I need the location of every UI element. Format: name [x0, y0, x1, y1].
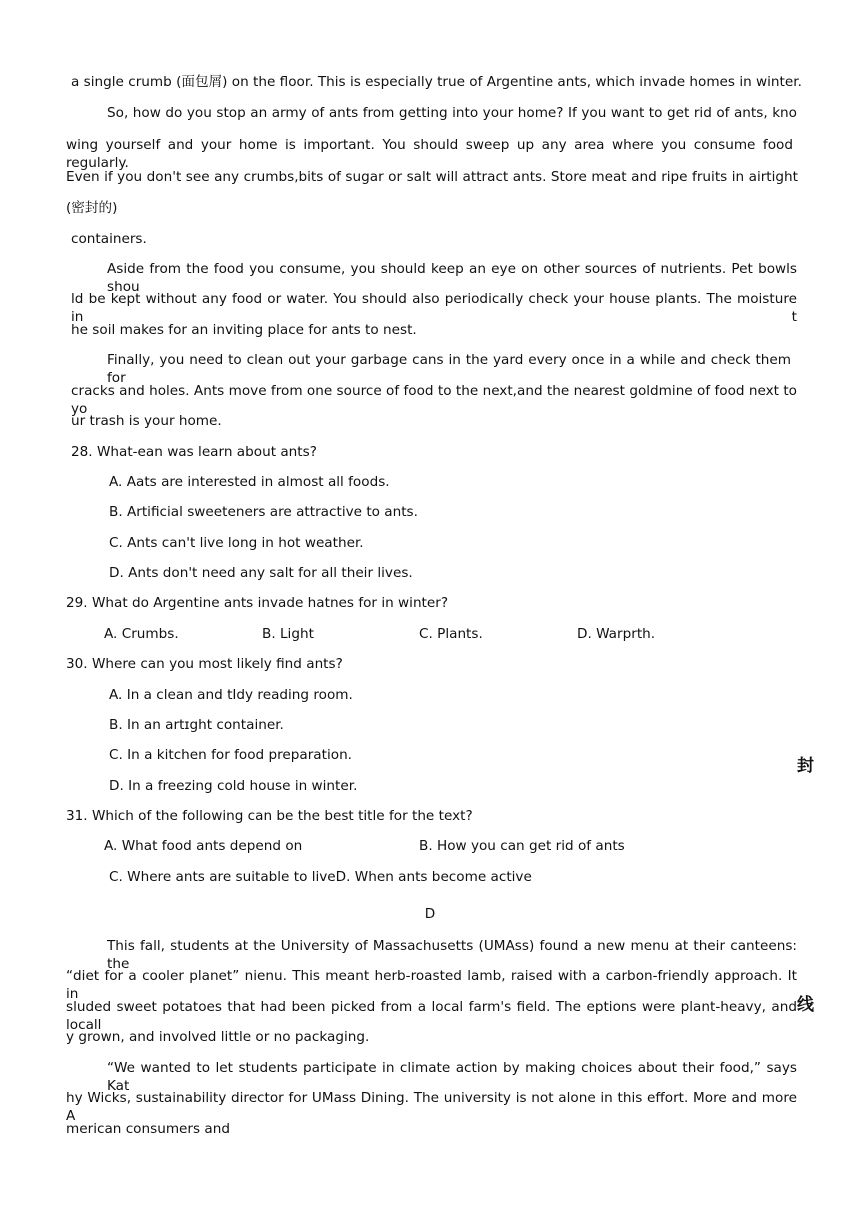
passage-line: “diet for a cooler planet” nienu. This meant herb-roasted lamb, raised with a carbon-friendly approach. It in: [66, 968, 797, 1002]
passage-line: (密封的): [66, 200, 118, 216]
option-28-a: A. Aats are interested in almost all foods.: [109, 474, 390, 490]
option-28-c: C. Ants can't live long in hot weather.: [109, 535, 364, 551]
option-28-b: B. Artificial sweeteners are attractive to ants.: [109, 504, 418, 520]
option-31-cd: C. Where ants are suitable to liveD. When ants become active: [109, 869, 532, 885]
passage-line: “We wanted to let students participate in climate action by making choices about their food,” says Kat: [107, 1060, 797, 1094]
passage-line: ur trash is your home.: [71, 413, 222, 429]
passage-line: y grown, and involved little or no packaging.: [66, 1029, 370, 1045]
passage-line: sluded sweet potatoes that had been picked from a local farm's field. The eptions were plant-heavy, and locall: [66, 999, 797, 1033]
passage-line: he soil makes for an inviting place for ants to nest.: [71, 322, 417, 338]
option-29-d: D. Warprth.: [577, 626, 656, 642]
section-heading-d: D: [424, 906, 436, 922]
passage-line: Aside from the food you consume, you should keep an eye on other sources of nutrients. Pet bowls shou: [107, 261, 797, 295]
passage-line: a single crumb (面包屑) on the floor. This is especially true of Argentine ants, which invade homes in winter.: [71, 74, 802, 90]
option-29-a: A. Crumbs.: [104, 626, 179, 642]
option-28-d: D. Ants don't need any salt for all their lives.: [109, 565, 413, 581]
passage-line: ld be kept without any food or water. You should also periodically check your house plants. The moisture in t: [71, 291, 797, 325]
passage-line: Finally, you need to clean out your garbage cans in the yard every once in a while and check them for: [107, 352, 791, 386]
passage-line: Even if you don't see any crumbs,bits of sugar or salt will attract ants. Store meat and ripe fruits in airtight: [66, 169, 798, 185]
binding-mark-line: 线: [797, 995, 814, 1015]
question-stem-29: 29. What do Argentine ants invade hatnes for in winter?: [66, 595, 449, 611]
option-29-b: B. Light: [262, 626, 314, 642]
question-stem-30: 30. Where can you most likely find ants?: [66, 656, 343, 672]
option-30-d: D. In a freezing cold house in winter.: [109, 778, 358, 794]
passage-line: wing yourself and your home is important. You should sweep up any area where you consume food regularly.: [66, 137, 793, 171]
option-30-b: B. In an artɪght container.: [109, 717, 284, 733]
passage-line: hy Wicks, sustainability director for UMass Dining. The university is not alone in this effort. More and more A: [66, 1090, 797, 1124]
question-stem-31: 31. Which of the following can be the best title for the text?: [66, 808, 473, 824]
passage-line: merican consumers and: [66, 1121, 230, 1137]
option-30-c: C. In a kitchen for food preparation.: [109, 747, 353, 763]
question-stem-28: 28. What-ean was learn about ants?: [71, 444, 317, 460]
option-31-a: A. What food ants depend on: [104, 838, 303, 854]
binding-mark-seal: 封: [797, 756, 814, 776]
passage-line: This fall, students at the University of Massachusetts (UMAss) found a new menu at their canteens: the: [107, 938, 797, 972]
option-30-a: A. In a clean and tIdy reading room.: [109, 687, 353, 703]
passage-line: containers.: [71, 231, 147, 247]
option-31-b: B. How you can get rid of ants: [419, 838, 625, 854]
passage-line: So, how do you stop an army of ants from getting into your home? If you want to get rid of ants, kno: [107, 105, 797, 121]
option-29-c: C. Plants.: [419, 626, 483, 642]
passage-line: cracks and holes. Ants move from one source of food to the next,and the nearest goldmine of food next to yo: [71, 383, 797, 417]
